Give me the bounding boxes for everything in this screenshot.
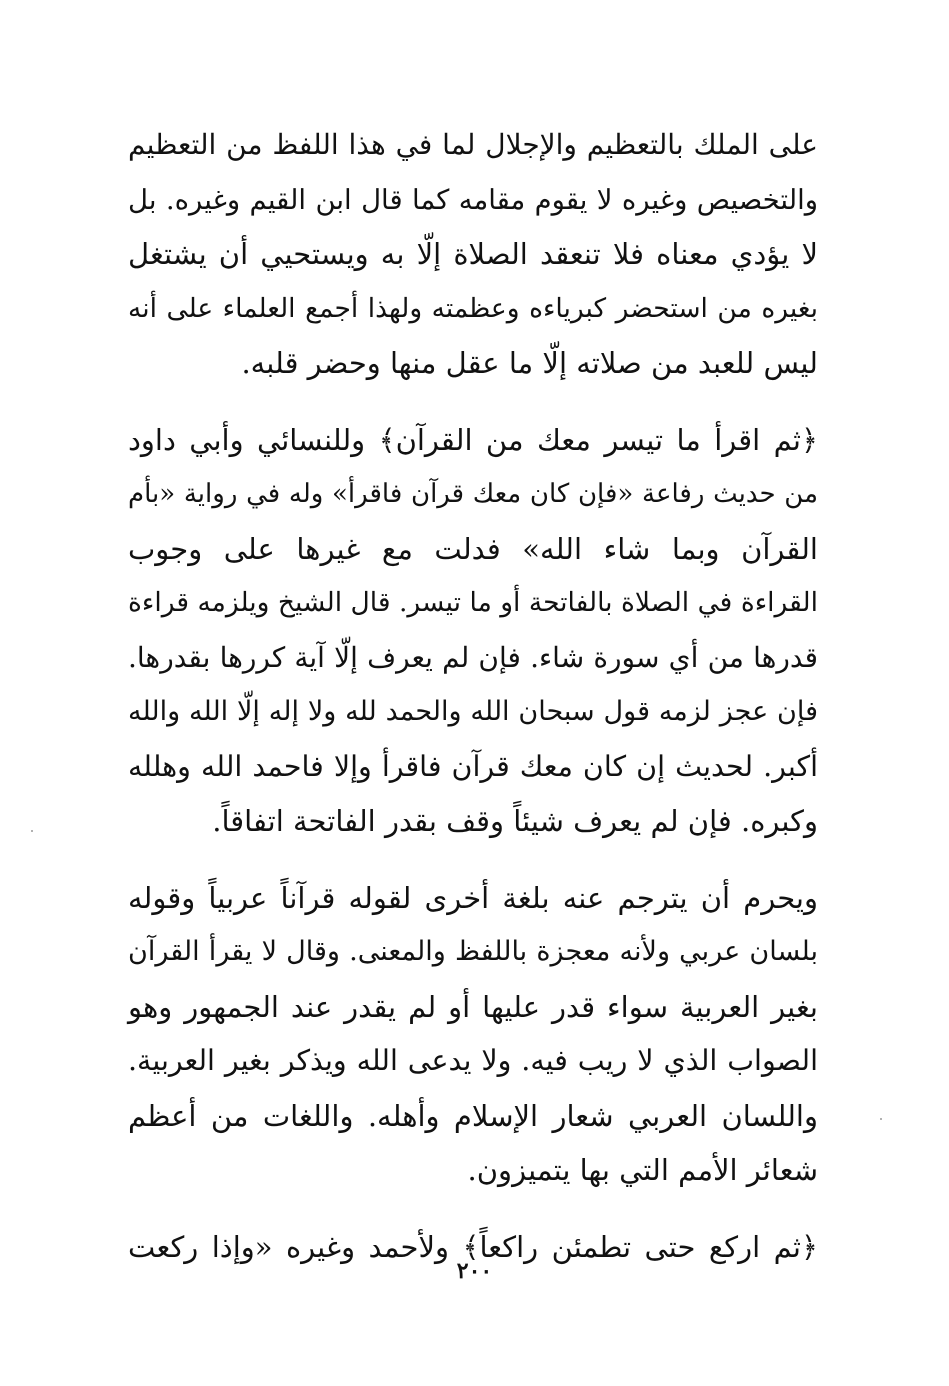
text-line: بغيره من استحضر كبرياءه وعظمته ولهذا أجمع العلماء على أنه [128,292,818,324]
text-line: القراءة في الصلاة بالفاتحة أو ما تيسر. قال الشيخ ويلزمه قراءة [128,587,818,618]
text-line: والتخصيص وغيره لا يقوم مقامه كما قال ابن القيم وغيره. بل [128,183,818,216]
text-line: الصواب الذي لا ريب فيه. ولا يدعى الله ويذكر بغير العربية. [128,1044,818,1077]
text-line: قدرها من أي سورة شاء. فإن لم يعرف إلّا آية كررها بقدرها. [128,640,818,674]
text-line: القرآن وبما شاء الله» فدلت مع غيرها على وجوب [128,531,818,566]
text-line: واللسان العربي شعار الإسلام وأهله. واللغات من أعظم [128,1098,818,1133]
text-line: ويحرم أن يترجم عنه بلغة أخرى لقوله قرآناً عربياً وقوله [128,880,818,915]
text-line: ليس للعبد من صلاته إلّا ما عقل منها وحضر قلبه. [241,346,818,380]
page-body [128,118,818,1274]
text-line: ﴿ثم اقرأ ما تيسر معك من القرآن﴾ وللنسائي وأبي داود [128,422,818,457]
paragraph-1 [128,118,818,391]
text-line: ﴿ثم اركع حتى تطمئن راكعاً﴾ ولأحمد وغيره «وإذا ركعت [128,1229,818,1264]
text-line: على الملك بالتعظيم والإجلال لما في هذا اللفظ من التعظيم [128,128,818,161]
text-line: فإن عجز لزمه قول سبحان الله والحمد لله ولا إله إلّا الله والله [128,696,818,727]
scan-speck [880,1118,882,1120]
paragraph-3 [128,871,818,1198]
text-line: من حديث رفاعة «فإن كان معك قرآن فاقرأ» وله في رواية «بأم [128,479,819,509]
text-line: بلسان عربي ولأنه معجزة باللفظ والمعنى. وقال لا يقرأ القرآن [128,936,818,967]
text-line: أكبر. لحديث إن كان معك قرآن فاقرأ وإلا فاحمد الله وهلله [128,749,818,783]
text-line: وكبره. فإن لم يعرف شيئاً وقف بقدر الفاتحة اتفاقاً. [212,804,818,838]
paragraph-2 [128,413,818,849]
text-line: شعائر الأمم التي بها يتميزون. [467,1153,818,1187]
text-line: لا يؤدي معناه فلا تنعقد الصلاة إلّا به ويستحيي أن يشتغل [128,237,819,271]
page-number: ٢٠٠ [456,1258,493,1284]
scan-speck [31,830,33,832]
text-line: بغير العربية سواء قدر عليها أو لم يقدر عند الجمهور وهو [128,989,818,1024]
